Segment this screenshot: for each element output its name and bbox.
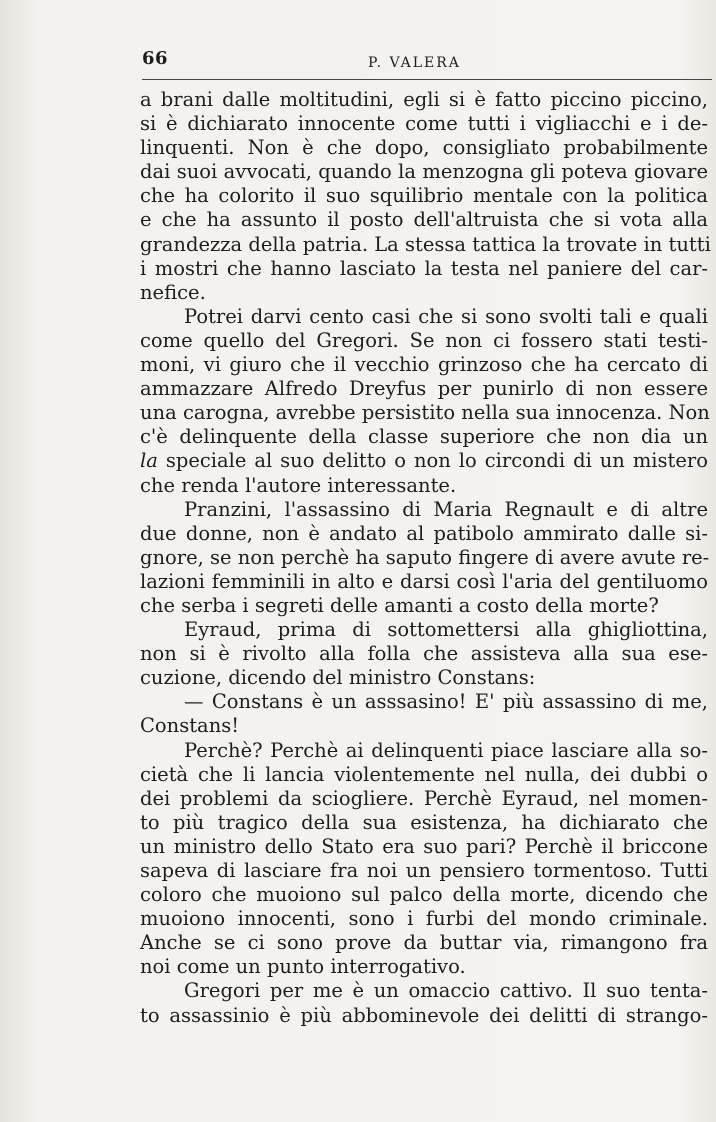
text-line: e che ha assunto il posto dell'altruista che si vota alla (140, 208, 708, 232)
text-line: Constans! (140, 714, 240, 738)
text-line: un ministro dello Stato era suo pari? Perchè il briccone (140, 834, 708, 858)
text-line: c'è delinquente della classe superiore che non dia un (140, 425, 708, 449)
page-header (142, 48, 712, 78)
text-line: che renda l'autore interessante. (140, 473, 457, 497)
text-line: noi come un punto interrogativo. (140, 955, 466, 979)
text-line: cietà che li lancia violentemente nel nulla, dei dubbi o (140, 762, 708, 786)
text-line: una carogna, avrebbe persistito nella sua innocenza. Non (140, 401, 710, 425)
text-line: Anche se ci sono prove da buttar via, rimangono fra (140, 931, 708, 955)
text-line: si è dichiarato innocente come tutti i vigliacchi e i de- (140, 112, 708, 136)
text-line: due donne, non è andato al patibolo ammirato dalle si- (140, 521, 708, 545)
text-line: moni, vi giuro che il vecchio grinzoso che ha cercato di (140, 353, 708, 377)
text-line: coloro che muoiono sul palco della morte, dicendo che (140, 883, 708, 907)
text-line: nefice. (140, 280, 206, 304)
text-line: grandezza della patria. La stessa tattica la trovate in tutti (140, 232, 711, 256)
page-number: 66 (142, 48, 169, 69)
text-line: ammazzare Alfredo Dreyfus per punirlo di non essere (140, 377, 708, 401)
text-line: muoiono innocenti, sono i furbi del mondo criminale. (140, 907, 708, 931)
running-head: P. VALERA (368, 55, 461, 71)
text-line: Gregori per me è un omaccio cattivo. Il suo tenta- (184, 979, 708, 1003)
text-line: linquenti. Non è che dopo, consigliato probabilmente (140, 136, 708, 160)
text-line: — Constans è un asssasino! E' più assassino di me, (184, 690, 708, 714)
text-line: sapeva di lasciare fra noi un pensiero tormentoso. Tutti (140, 859, 708, 882)
header-rule (142, 79, 712, 80)
text-line: to più tragico della sua esistenza, ha dichiarato che (140, 810, 708, 834)
text-line: Perchè? Perchè ai delinquenti piace lasciare alla so- (184, 738, 708, 762)
text-line: Potrei darvi cento casi che si sono svolti tali e quali (184, 304, 708, 328)
text-line: dei problemi da sciogliere. Perchè Eyraud, nel momen- (140, 786, 708, 810)
text-line: che ha colorito il suo squilibrio mentale con la politica (140, 184, 708, 208)
text-line: Pranzini, l'assassino di Maria Regnault e di altre (184, 497, 708, 521)
text-line: i mostri che hanno lasciato la testa nel paniere del car- (140, 256, 708, 280)
text-line: to assassinio è più abbominevole dei delitti di strango- (140, 1003, 708, 1027)
text-line: che serba i segreti delle amanti a costo della morte? (140, 593, 659, 617)
text-line: Eyraud, prima di sottomettersi alla ghigliottina, (184, 618, 708, 642)
text-line: cuzione, dicendo del ministro Constans: (140, 666, 536, 690)
text-line: come quello del Gregori. Se non ci fossero stati testi- (140, 328, 708, 352)
text-line: non si è rivolto alla folla che assisteva alla sua ese- (140, 642, 708, 666)
text-line: lazioni femminili in alto e darsi così l'aria del gentiluomo (140, 569, 708, 593)
body-text (140, 88, 711, 1028)
text-line: gnore, se non perchè ha saputo fingere di avere avute re- (140, 545, 710, 569)
text-line: la speciale al suo delitto o non lo circondi di un mistero (140, 449, 708, 473)
text-line: a brani dalle moltitudini, egli si è fatto piccino piccino, (140, 88, 708, 111)
text-line: dai suoi avvocati, quando la menzogna gli poteva giovare (140, 160, 708, 184)
